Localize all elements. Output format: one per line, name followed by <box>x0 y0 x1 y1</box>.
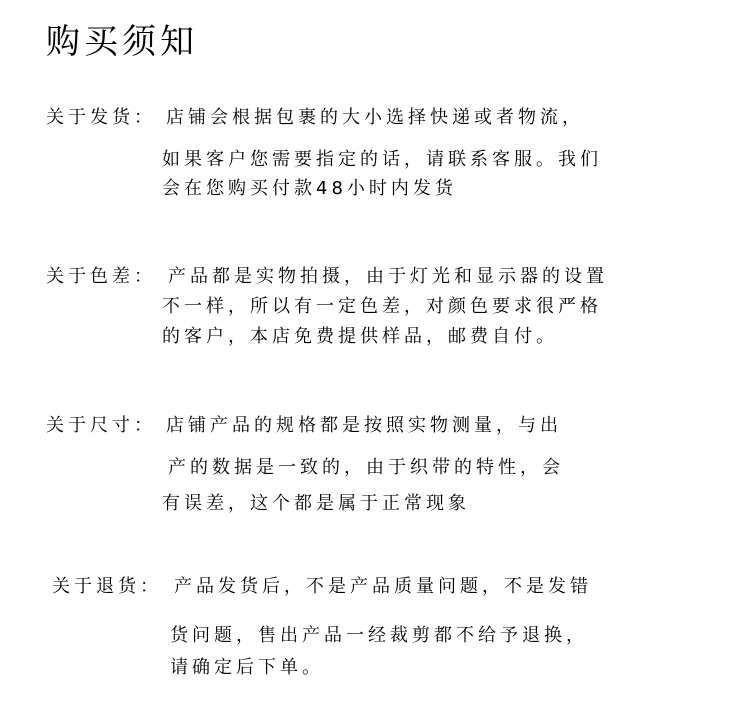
section-text-line: 不一样，所以有一定色差，对颜色要求很严格 <box>162 296 602 317</box>
section-label-shipping: 关于发货： <box>46 107 156 128</box>
section-text-line: 店铺会根据包裹的大小选择快递或者物流， <box>166 107 584 128</box>
section-text-line: 会在您购买付款48小时内发货 <box>162 178 457 199</box>
section-text-line: 请确定后下单。 <box>170 657 324 678</box>
section-text-line: 店铺产品的规格都是按照实物测量，与出 <box>166 415 562 436</box>
section-text-line: 产品发货后，不是产品质量问题，不是发错 <box>174 576 592 597</box>
section-label-color-difference: 关于色差： <box>46 266 156 287</box>
section-text-line: 产的数据是一致的，由于织带的特性，会 <box>168 457 564 478</box>
section-text-line: 的客户，本店免费提供样品，邮费自付。 <box>162 326 558 347</box>
section-text-line: 产品都是实物拍摄，由于灯光和显示器的设置 <box>168 266 608 287</box>
section-text-line: 如果客户您需要指定的话，请联系客服。我们 <box>162 149 602 170</box>
page-title: 购买须知 <box>46 22 198 62</box>
section-label-returns: 关于退货： <box>52 576 162 597</box>
section-text-line: 有误差，这个都是属于正常现象 <box>162 493 470 514</box>
section-text-line: 货问题，售出产品一经裁剪都不给予退换， <box>170 625 588 646</box>
section-label-size: 关于尺寸： <box>46 415 156 436</box>
